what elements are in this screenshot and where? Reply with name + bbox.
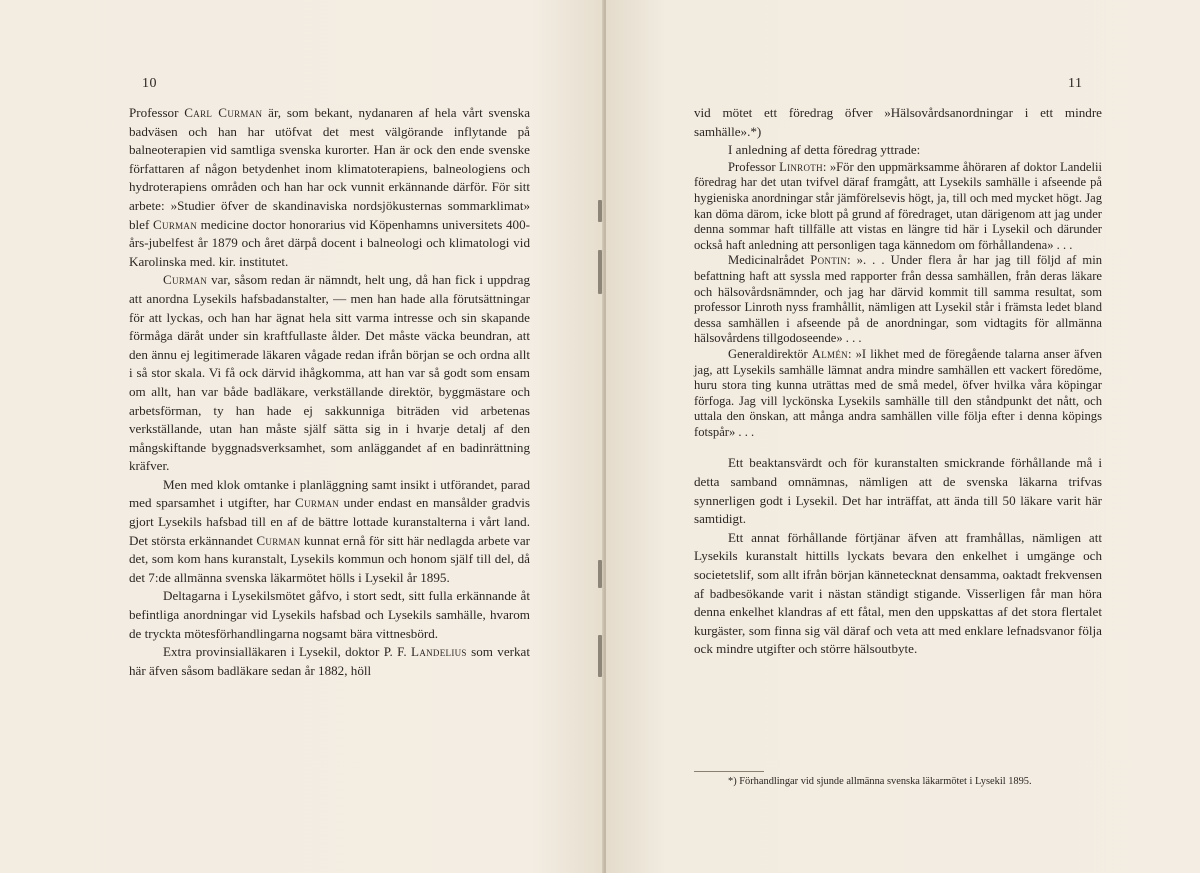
binding-mark	[598, 250, 602, 294]
text-run: Medicinalrådet	[728, 253, 811, 268]
text-run: var, såsom redan är nämndt, helt ung, då han fick i uppdrag att anordna Lysekils hafsbadanstalter, — men han hade alla förutsättningar för att lyckas, och han har ägnat hela sitt varma intresse och sin skapande förmåga däråt under sin kraftfullaste ålder. Det måste väcka beundran, att den ännu ej legitimerade läkaren vågade redan ifrån början se och ordna allt i så stor skala. Vi få ock därvid ihågkomma, att han var så godt som ensam om allt, han var både badläkare, verkställande direktör, byggmästare och arbetsförman, ty han hade ej sakkunniga biträden vid arbetenas verkställande, utan han måste själf sätta sig in i hvarje detalj af den mångskiftande byggnadsverksamhet, som anläggandet af en badinrättning kräfver.	[129, 272, 530, 474]
paragraph	[694, 253, 1102, 347]
text-run: Deltagarna i Lysekilsmötet gåfvo, i stort sedt, sitt fulla erkännande åt befintliga anordningar vid Lysekils hafsbad och Lysekils samhälle, hvarom de tryckta mötesförhandlingarna nogsamt bära vittnesbörd.	[129, 588, 530, 641]
text-run: I anledning af detta föredrag yttrade:	[728, 142, 921, 158]
text-run: Ett beaktansvärdt och för kuranstalten smickrande förhållande må i detta samband omnämnas, nämligen att de svenska läkarna trifvas synnerligen godt i Lysekil. Det har inträffat, att ända till 50 läkare varit här samtidigt.	[694, 455, 1102, 527]
paragraph	[129, 643, 530, 680]
person-name: Linroth	[779, 159, 823, 174]
page-number: 10	[142, 76, 157, 91]
paragraph	[694, 104, 1102, 141]
footnote-rule	[694, 771, 764, 772]
body-text	[129, 104, 530, 680]
paragraph	[694, 454, 1102, 528]
paragraph	[694, 160, 1102, 254]
text-run: Professor	[129, 105, 185, 120]
paragraph	[129, 587, 530, 643]
text-run: Professor	[728, 159, 780, 174]
binding-mark	[598, 635, 602, 677]
paragraph	[694, 347, 1102, 441]
text-run: medicine doctor honorarius vid Köpenhamns universitets 400-års-jubelfest år 1879 och året därpå docent i balneologi och klimatologi vid Karolinska med. kir. institutet.	[129, 216, 530, 269]
text-run: : ». . . Under flera år har jag till följd af min befattning haft att syssla med rapporter från dessa samhällen, från deras läkare och hälsovårdsnämnder, och jag har därvid kommit till samma resultat, som professor Linroth nyss framhållit, nämligen att Lysekil står i främsta ledet bland dessa samhällen i afseende på de anordningar, som vidtagits för allmänna hälsovårdens tillgodoseende» . . .	[694, 253, 1102, 346]
text-run: som verkat här äfven såsom badläkare sedan år 1882, höll	[129, 644, 530, 678]
paragraph	[129, 104, 530, 271]
text-run: är, som bekant, nydanaren af hela vårt svenska badväsen och han har utöfvat det mest välgörande inflytande på balneoterapien vid samtliga svenska kurorter. Han är ock den ende svenske författaren af någon betydenhet inom klimatoterapiens, balneologiens och hydroterapiens områden och han har ock vunnit erkännande därför. För sitt arbete: »Studier öfver de skandinaviska nordsjökusternas sommarklimat» blef	[129, 105, 531, 232]
text-run: Extra provinsialläkaren i Lysekil, doktor P. F.	[163, 644, 412, 660]
paragraph	[129, 476, 530, 588]
person-name: Carl Curman	[184, 105, 263, 120]
person-name: Curman	[163, 272, 208, 288]
text-run: : »I likhet med de föregående talarna anser äfven jag, att Lysekils samhälle lämnat andra mindre samhällen ett vackert föredöme, huru stora ting kunna uträttas med de små medel, öfver hvilka våra köpingar förfoga. Jag vill lyckönska Lysekils samhälle till den ståndpunkt det nått, och uttala den önskan, att många andra samhällen ville följa efter i denna köpings fotspår» . . .	[694, 346, 1102, 439]
person-name: Landelius	[411, 644, 467, 660]
person-name: Curman	[256, 532, 301, 548]
person-name: Curman	[295, 495, 340, 511]
text-run: Ett annat förhållande förtjänar äfven att framhållas, nämligen att Lysekils kuranstalt hittills lyckats bevara den enkelhet i umgänge och societetslif, som allt ifrån början kännetecknat densamma, oaktadt frekvensen af badbesökande varit i nästan ständigt stigande. Visserligen får man höra denna enkelhet klandras af ett fåtal, men den uppskattas af det stora flertalet kurgäster, som finna sig väl däraf och veta att med enklare lefnadsvanor följa ock mindre utgifter och större hälsoutbyte.	[694, 529, 1102, 657]
binding-mark	[598, 200, 602, 222]
text-run: under endast en mansålder gradvis gjort Lysekils hafsbad till en af de bättre lottade kuranstalterna i vårt land. Det största erkännandet	[129, 495, 530, 548]
person-name: Almén	[811, 346, 848, 361]
body-text	[694, 104, 1102, 659]
text-run: : »För den uppmärksamme åhöraren af doktor Landelii föredrag har det utan tvifvel däraf framgått, att Lysekils samhälle i afseende på hygieniska anordningar står jämförelsevis högt, ja, till och med mycket högt. Jag kan döma därom, icke blott på grund af föredraget, utan därigenom att jag under denna sommar haft tillfälle att vistas en längre tid här i Lysekil och därunder också haft anledning att personligen taga kännedom om förhållandena» . . .	[694, 159, 1102, 252]
binding-mark	[598, 560, 602, 588]
footnote: *) Förhandlingar vid sjunde allmänna svenska läkarmötet i Lysekil 1895.	[728, 776, 1032, 787]
text-run: kunnat ernå för sitt här nedlagda arbete var det, som kom hans kuranstalt, Lysekils kommun och honom själf till del, då det 7:de allmänna svenska läkarmötet hölls i Lysekil år 1895.	[129, 532, 531, 585]
right-page	[606, 0, 1200, 873]
person-name: Curman	[152, 216, 198, 232]
page-number: 11	[1068, 76, 1083, 91]
paragraph	[694, 529, 1102, 659]
text-run: Men med klok omtanke i planläggning samt insikt i utförandet, parad med sparsamhet i utgifter, har	[129, 476, 530, 511]
person-name: Pontin	[810, 253, 848, 268]
text-run: Generaldirektör	[728, 346, 812, 361]
paragraph	[129, 271, 530, 476]
paragraph	[694, 141, 1102, 160]
text-run: vid mötet ett föredrag öfver »Hälsovårdsanordningar i ett mindre samhälle».*)	[694, 105, 1102, 139]
